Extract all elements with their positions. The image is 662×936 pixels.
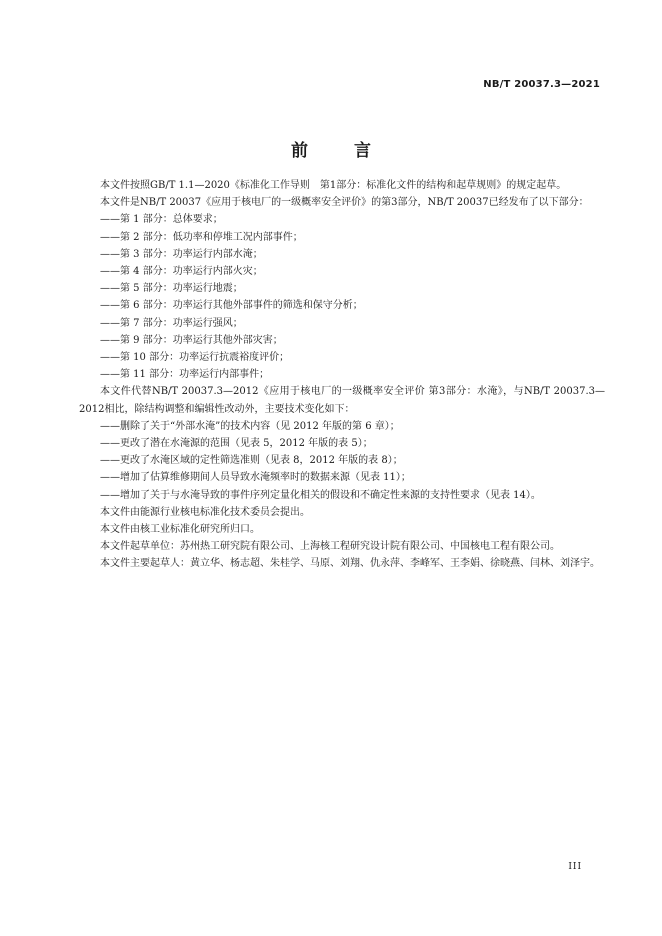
list-item: ——第 4 部分：功率运行内部火灾； bbox=[100, 266, 263, 278]
list-item: ——第 6 部分：功率运行其他外部事件的筛选和保守分析； bbox=[100, 300, 363, 312]
paragraph-drafting-basis: 本文件按照GB/T 1.1—2020《标准化工作导则 第1部分：标准化文件的结构和起草规则》的规定起草。 bbox=[100, 180, 567, 191]
standard-code: NB/T 20037.3—2021 bbox=[483, 79, 600, 90]
paragraph-proposer: 本文件由能源行业核电标准化技术委员会提出。 bbox=[100, 506, 310, 518]
paragraph-series-intro: 本文件是NB/T 20037《应用于核电厂的一级概率安全评价》的第3部分，NB/T 20037已经发布了以下部分： bbox=[100, 197, 589, 209]
list-item: ——第 1 部分：总体要求； bbox=[100, 214, 223, 226]
list-item: ——第 3 部分：功率运行内部水淹； bbox=[100, 248, 263, 260]
paragraph-replacement: 本文件代替NB/T 20037.3—2012《应用于核电厂的一级概率安全评价 第3部分：水淹》，与NB/T 20037.3—2012相比，除结构调整和编辑性改动外，主要技术变化如下： bbox=[79, 386, 605, 415]
document-body bbox=[79, 177, 605, 573]
paragraph-administrator: 本文件由核工业标准化研究所归口。 bbox=[100, 524, 260, 536]
list-item: ——第 10 部分：功率运行抗震裕度评价； bbox=[100, 352, 290, 364]
change-item: ——删除了关于“外部水淹”的技术内容（见 2012 年版的第 6 章）； bbox=[100, 420, 400, 432]
paragraph-drafters: 本文件主要起草人：黄立华、杨志超、朱桂学、马原、刘翔、仇永萍、李峰军、王李娟、徐晓燕、闫林、刘泽宇。 bbox=[100, 558, 600, 570]
list-item: ——第 11 部分：功率运行内部事件； bbox=[100, 369, 270, 381]
list-item: ——第 9 部分：功率运行其他外部灾害； bbox=[100, 334, 283, 346]
list-item: ——第 5 部分：功率运行地震； bbox=[100, 283, 243, 295]
list-item: ——第 2 部分：低功率和停堆工况内部事件； bbox=[100, 231, 303, 243]
page-title: 前 言 bbox=[291, 141, 391, 161]
paragraph-drafting-units: 本文件起草单位：苏州热工研究院有限公司、上海核工程研究设计院有限公司、中国核电工程有限公司。 bbox=[100, 541, 560, 553]
list-item: ——第 7 部分：功率运行强风； bbox=[100, 317, 243, 329]
change-item: ——增加了关于与水淹导致的事件序列定量化相关的假设和不确定性来源的支持性要求（见表 14）。 bbox=[100, 489, 541, 501]
page-number: III bbox=[568, 862, 582, 872]
change-item: ——更改了水淹区域的定性筛选准则（见表 8，2012 年版的表 8）； bbox=[100, 455, 403, 467]
change-item: ——增加了估算维修期间人员导致水淹频率时的数据来源（见表 11）； bbox=[100, 472, 411, 484]
change-item: ——更改了潜在水淹源的范围（见表 5，2012 年版的表 5）； bbox=[100, 438, 373, 450]
